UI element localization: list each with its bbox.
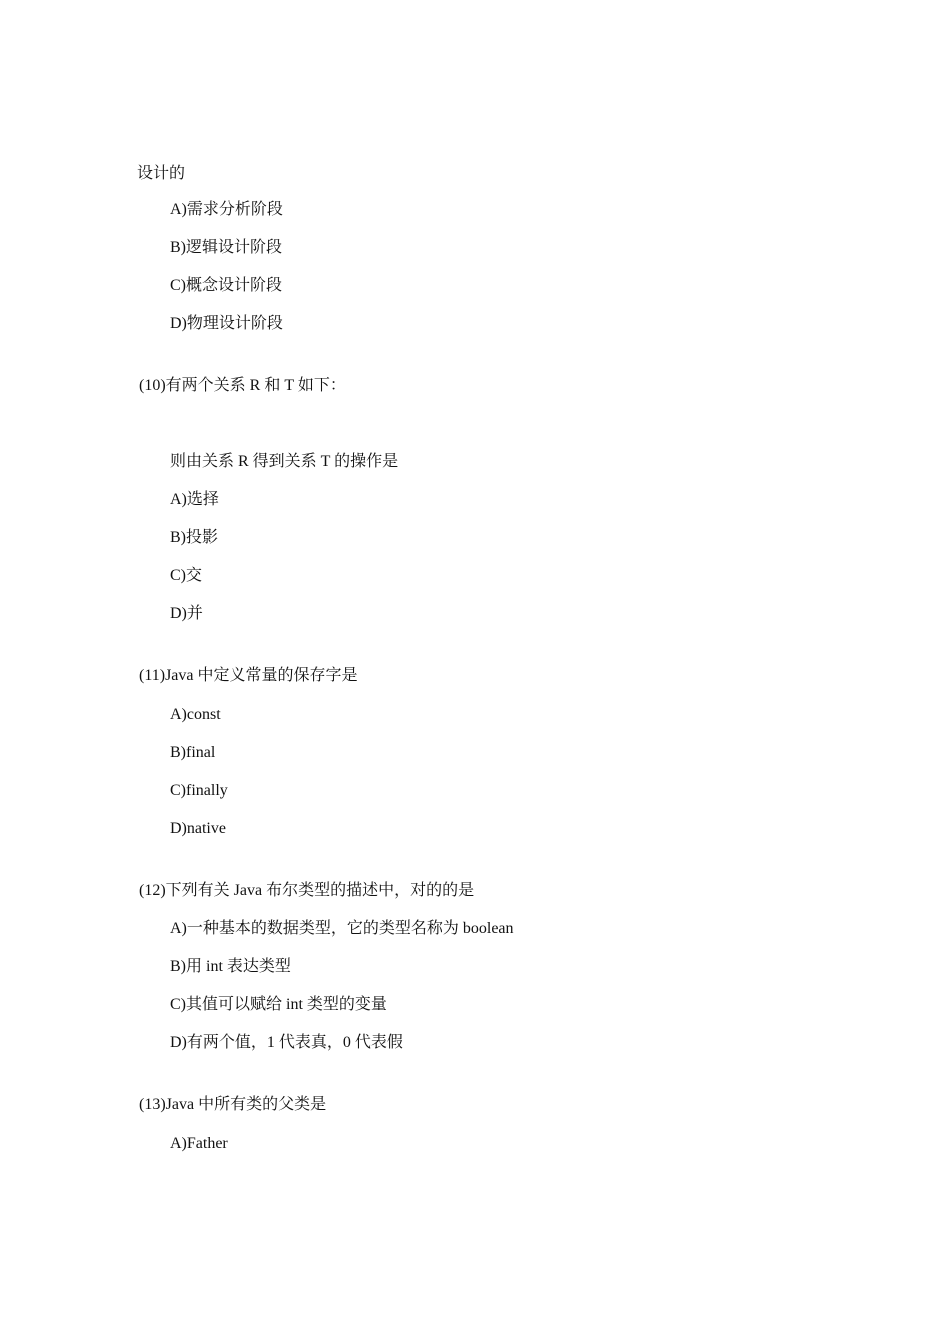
q11-option-b: B)final	[170, 744, 216, 761]
q11-option-c: C)finally	[170, 782, 228, 799]
q11-option-a: A)const	[170, 706, 221, 723]
question-10-stem: (10)有两个关系 R 和 T 如下：	[139, 377, 346, 394]
question-10-prompt: 则由关系 R 得到关系 T 的操作是	[170, 453, 399, 470]
q12-option-b: B)用 int 表达类型	[170, 958, 291, 975]
q13-option-a: A)Father	[170, 1135, 228, 1152]
q9-option-a: A)需求分析阶段	[170, 201, 283, 218]
q9-option-c: C)概念设计阶段	[170, 277, 283, 294]
question-11-stem: (11)Java 中定义常量的保存字是	[139, 667, 358, 684]
q10-option-a: A)选择	[170, 491, 219, 508]
q10-option-c: C)交	[170, 567, 203, 584]
question-13-stem: (13)Java 中所有类的父类是	[139, 1096, 327, 1113]
q12-option-c: C)其值可以赋给 int 类型的变量	[170, 996, 387, 1013]
question-12-stem: (12)下列有关 Java 布尔类型的描述中，对的的是	[139, 882, 475, 899]
q9-option-b: B)逻辑设计阶段	[170, 239, 283, 256]
q10-option-d: D)并	[170, 605, 203, 622]
q12-option-d: D)有两个值，1 代表真，0 代表假	[170, 1034, 403, 1051]
q11-option-d: D)native	[170, 820, 226, 837]
q10-option-b: B)投影	[170, 529, 219, 546]
question-9-continuation: 设计的	[137, 165, 186, 182]
q9-option-d: D)物理设计阶段	[170, 315, 283, 332]
q12-option-a: A)一种基本的数据类型，它的类型名称为 boolean	[170, 920, 514, 937]
